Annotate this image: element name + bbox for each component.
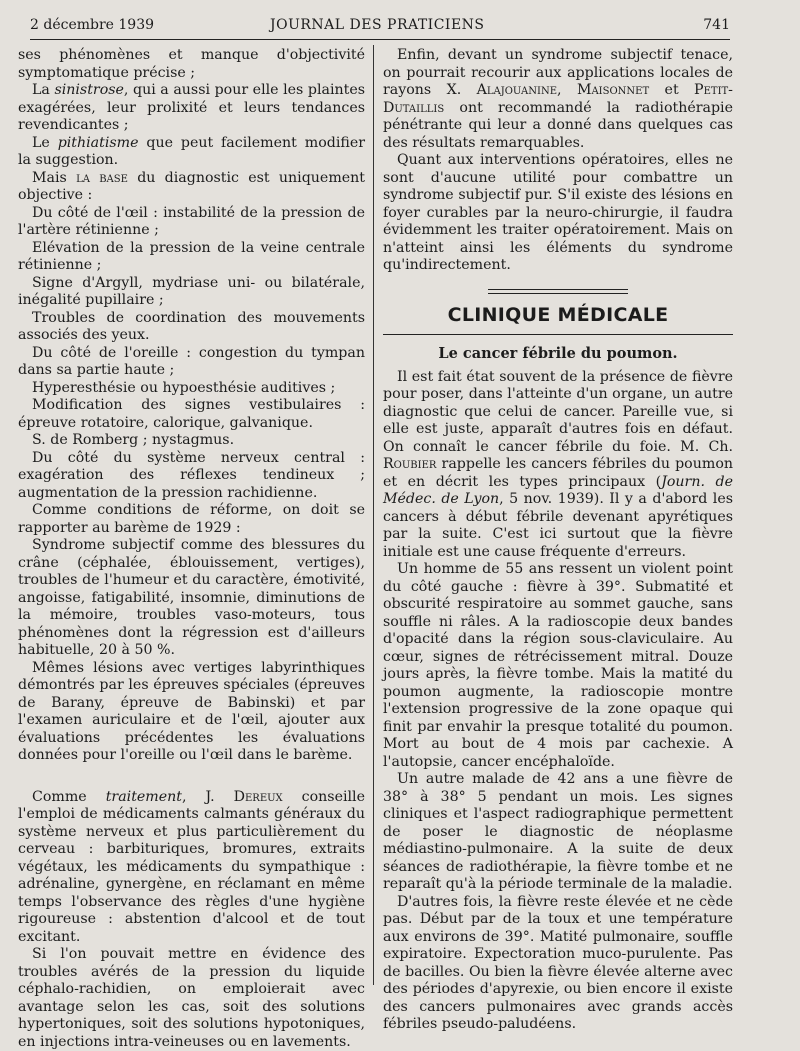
header-journal-title: JOURNAL DES PRATICIENS: [270, 17, 485, 33]
paragraph: Modification des signes vestibulaires : épreuve rotatoire, calorique, galvanique.: [18, 397, 365, 431]
header-page-number: 741: [703, 17, 730, 33]
paragraph: Mêmes lésions avec vertiges labyrinthiques démontrés par les épreuves spéciales (épreuves de Barany, épreuve de Babinski) et par l'examen auriculaire et de l'œil, ajouter aux évaluations précédentes les évaluations données pour l'oreille ou l'œil dans le barème.: [18, 659, 365, 763]
paragraph: D'autres fois, la fièvre reste élevée et ne cède pas. Début par de la toux et une température aux environs de 39°. Matité pulmonaire, souffle expiratoire. Expectoration muco-purulente. Pas de bacilles. Ou bien la fièvre élevée alterne avec des périodes d'apyrexie, ou bien encore il existe des cancers pulmonaires avec grands accès fébriles pseudo-paludéens.: [383, 893, 733, 1032]
paragraph: Du côté de l'œil : instabilité de la pression de l'artère rétinienne ;: [18, 204, 365, 238]
right-column: [383, 47, 733, 1034]
ornamental-double-rule: [488, 289, 628, 294]
paragraph: Quant aux interventions opératoires, elles ne sont d'aucune utilité pour combattre un syndrome subjectif pur. S'il existe des lésions en foyer curables par la neuro-chirurgie, il faudra évidemment les traiter opératoirement. Mais on n'atteint ainsi les éléments du syndrome qu'indirectement.: [383, 152, 733, 273]
paragraph: Mais la base du diagnostic est uniquement objective :: [18, 169, 366, 203]
column-divider: [373, 45, 374, 985]
paragraph: Un homme de 55 ans ressent un violent point du côté gauche : fièvre à 39°. Submatité et obscurité respiratoire au sommet gauche, sans souffle ni râles. A la radioscopie deux bandes d'opacité dans la région sous-claviculaire. Au cœur, signes de rétrécissement mitral. Douze jours après, la fièvre tombe. Mais la matité du poumon augmente, la radioscopie montre l'extension progressive de la zone opaque qui finit par envahir la presque totalité du poumon. Mort au bout de 4 mois par cachexie. A l'autopsie, cancer encéphaloïde.: [383, 561, 733, 770]
paragraph: Le pithiatisme que peut facilement modifier la suggestion.: [18, 134, 365, 168]
paragraph: Signe d'Argyll, mydriase uni- ou bilatérale, inégalité pupillaire ;: [18, 274, 365, 308]
section-rule: [383, 334, 733, 335]
paragraph: ses phénomènes et manque d'objectivité symptomatique précise ;: [18, 47, 365, 81]
article-title: Le cancer fébrile du poumon.: [438, 344, 678, 362]
paragraph: Comme traitement, J. Dereux conseille l'emploi de médicaments calmants généraux du système nerveux et plus particulièrement du cerveau : barbituriques, bromures, extraits végétaux, les médicaments du sympathique : adrénaline, gynergène, en réclamant en même temps l'observance des règles d'une hygiène rigoureuse : abstention d'alcool et de tout excitant.: [18, 788, 365, 945]
section-title: CLINIQUE MÉDICALE: [447, 303, 669, 326]
paragraph: Du côté du système nerveux central : exagération des réflexes tendineux ; augmentation de la pression rachidienne.: [18, 449, 365, 501]
paragraph: Enfin, devant un syndrome subjectif tenace, on pourrait recourir aux applications locales de rayons X. Alajouanine, Maisonnet et Petit-Dutaillis ont recommandé la radiothérapie pénétrante qui leur a donné dans quelques cas des résultats remarquables.: [383, 47, 733, 151]
paragraph: Du côté de l'oreille : congestion du tympan dans sa partie haute ;: [18, 344, 365, 378]
paragraph: Il est fait état souvent de la présence de fièvre pour poser, dans l'atteinte d'un organe, un autre diagnostic que celui de cancer. Pareille vue, si elle est juste, apparaît d'autres fois en défaut. On connaît le cancer fébrile du foie. M. Ch. Roubier rappelle les cancers fébriles du poumon et en décrit les types principaux (Journ. de Médec. de Lyon, 5 nov. 1939). Il y a d'abord les cancers à début fébrile devenant apyrétiques par la suite. C'est ici surtout que la fièvre initiale est une cause fréquente d'erreurs.: [383, 368, 733, 560]
paragraph: Comme conditions de réforme, on doit se rapporter au barème de 1929 :: [18, 502, 365, 536]
paragraph: S. de Romberg ; nystagmus.: [32, 432, 235, 448]
left-column: [18, 47, 365, 1051]
paragraph: Troubles de coordination des mouvements associés des yeux.: [18, 309, 365, 343]
paragraph: Syndrome subjectif comme des blessures du crâne (céphalée, éblouissement, vertiges), troubles de l'humeur et du caractère, émotivité, angoisse, fatigabilité, insomnie, diminutions de la mémoire, troubles vaso-moteurs, tous phénomènes dont la régression est d'ailleurs habituelle, 20 à 50 %.: [18, 537, 365, 658]
paragraph: Si l'on pouvait mettre en évidence des troubles avérés de la pression du liquide céphalo-rachidien, on emploierait avec avantage selon les cas, soit des solutions hypertoniques, soit des solutions hypotoniques, en injections intra-veineuses ou en lavements.: [18, 946, 365, 1050]
paragraph: Un autre malade de 42 ans a une fièvre de 38° à 38° 5 pendant un mois. Les signes cliniques et l'aspect radiographique permettent de poser le diagnostic de néoplasme médiastino-pulmonaire. A la suite de deux séances de radiothérapie, la fièvre tombe et ne reparaît qu'à la période terminale de la maladie.: [383, 771, 733, 892]
paragraph: La sinistrose, qui a aussi pour elle les plaintes exagérées, leur prolixité et leurs tendances revendicantes ;: [18, 82, 365, 133]
header-date: 2 décembre 1939: [30, 17, 155, 33]
paragraph: Elévation de la pression de la veine centrale rétinienne ;: [18, 239, 365, 273]
paragraph: Hyperesthésie ou hypoesthésie auditives ;: [32, 379, 336, 396]
running-header: [30, 17, 730, 40]
